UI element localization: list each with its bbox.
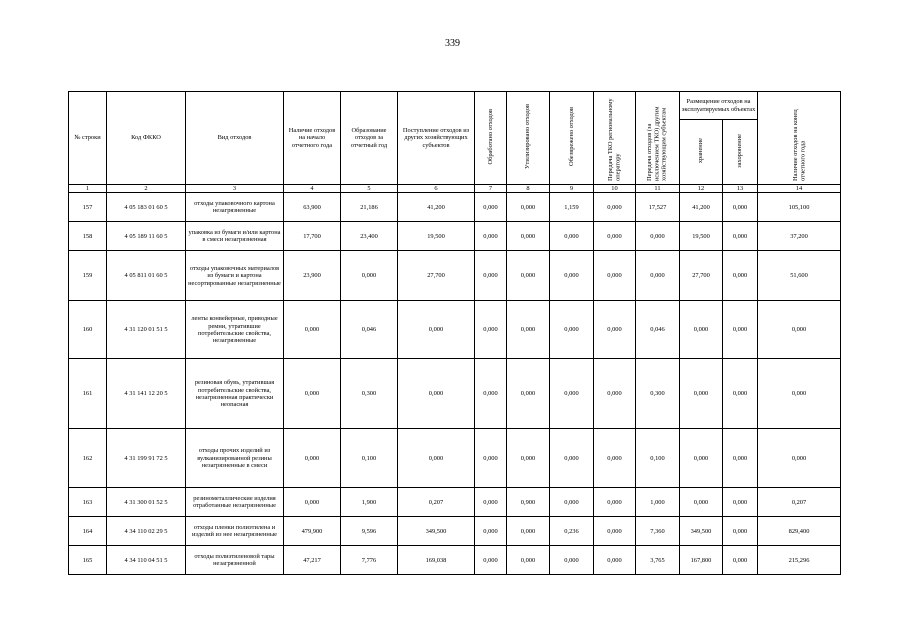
header-burial: захоронение: [723, 120, 758, 185]
page-number: 339: [445, 38, 460, 49]
table-row: 165 4 34 110 04 51 5 отходы полиэтиленовой тары незагрязненной 47,217 7,776 169,038 0,000 0,000 0,000 0,000 3,765 167,800 0,000 215,296: [69, 546, 841, 575]
table-row: 159 4 05 811 01 60 5 отходы упаковочных материалов из бумаги и картона несортированные незагрязненные 23,900 0,000 27,700 0,000 0,000 0,000 0,000 0,000 27,700 0,000 51,600: [69, 251, 841, 301]
table-row: 158 4 05 189 11 60 5 упаковка из бумаги и/или картона в смеси незагрязненная 17,700 23,400 19,500 0,000 0,000 0,000 0,000 0,000 19,500 0,000 37,200: [69, 222, 841, 251]
header-neutralized: Обезврежено отходов: [550, 92, 594, 185]
header-to-operator: Передача ТКО региональному оператору: [594, 92, 636, 185]
table-body: [69, 193, 841, 575]
table-row: 157 4 05 183 01 60 5 отходы упаковочного картона незагрязненные 63,900 21,186 41,200 0,000 0,000 1,159 0,000 17,527 41,200 0,000 105,100: [69, 193, 841, 222]
header-fkko-code: Код ФККО: [107, 92, 186, 185]
header-waste-type: Вид отходов: [186, 92, 284, 185]
header-processed: Обработано отходов: [475, 92, 507, 185]
table-row: 163 4 31 300 01 52 5 резинометаллические изделия отработанные незагрязненные 0,000 1,900 0,207 0,000 0,900 0,000 0,000 1,000 0,000 0,000 0,207: [69, 488, 841, 517]
header-row-number: № строки: [69, 92, 107, 185]
table-row: 160 4 31 120 01 51 5 ленты конвейерные, приводные ремни, утратившие потребительские свойства, незагрязненные 0,000 0,046 0,000 0,000 0,000 0,000 0,000 0,046 0,000 0,000 0,000: [69, 301, 841, 359]
column-numbers-row: 1 2 3 4 5 6 7 8 9 10 11 12 13 14: [69, 185, 841, 193]
waste-report-table: [68, 91, 841, 575]
table-row: 161 4 31 141 12 20 5 резиновая обувь, утратившая потребительские свойства, незагрязненная практически неопасная 0,000 0,300 0,000 0,000 0,000 0,000 0,000 0,300 0,000 0,000 0,000: [69, 359, 841, 429]
header-formed: Образование отходов за отчетный год: [341, 92, 398, 185]
header-start-balance: Наличие отходов на начало отчетного года: [284, 92, 341, 185]
header-storage: хранение: [680, 120, 723, 185]
header-end-balance: Наличие отходов на конец отчетного года: [758, 92, 841, 185]
header-placement: Размещение отходов на эксплуатируемых объектах: [680, 92, 758, 120]
header-utilized: Утилизировано отходов: [507, 92, 550, 185]
table-row: 162 4 31 199 91 72 5 отходы прочих изделий из вулканизированной резины незагрязненные в смеси 0,000 0,100 0,000 0,000 0,000 0,000 0,000 0,100 0,000 0,000 0,000: [69, 429, 841, 488]
header-received: Поступление отходов из других хозяйствующих субъектов: [398, 92, 475, 185]
table-header: [69, 92, 841, 193]
header-to-others: Передача отходов (за исключением ТКО) другим хозяйствующим субъектам: [636, 92, 680, 185]
table-row: 164 4 34 110 02 29 5 отходы пленки полиэтилена и изделий из нее незагрязненные 479,900 9,596 349,500 0,000 0,000 0,236 0,000 7,360 349,500 0,000 829,400: [69, 517, 841, 546]
